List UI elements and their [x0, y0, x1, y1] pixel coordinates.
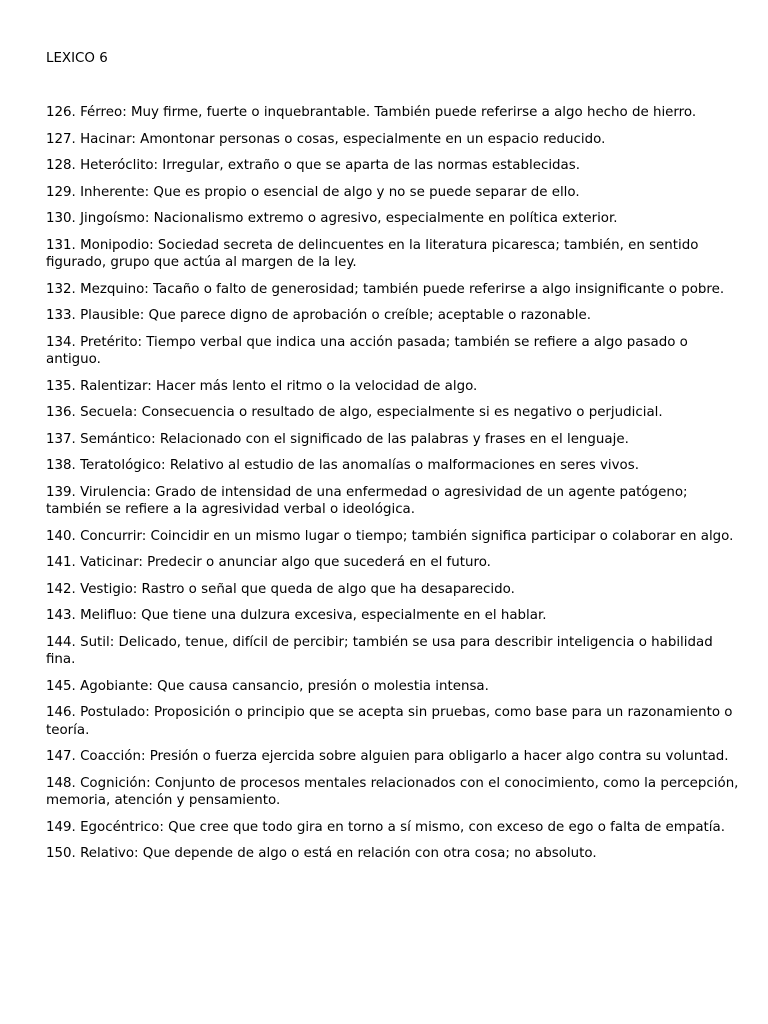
glossary-entry: 148. Cognición: Conjunto de procesos mentales relacionados con el conocimiento, como la percepción, memoria, atención y pensamiento. — [46, 775, 739, 808]
glossary-entry: 129. Inherente: Que es propio o esencial de algo y no se puede separar de ello. — [46, 184, 580, 200]
glossary-entry: 150. Relativo: Que depende de algo o está en relación con otra cosa; no absoluto. — [46, 846, 597, 861]
glossary-entry: 139. Virulencia: Grado de intensidad de una enfermedad o agresividad de un agente patógeno; también se refiere a la agresividad verbal o ideológica. — [46, 484, 688, 517]
glossary-entry: 127. Hacinar: Amontonar personas o cosas, especialmente en un espacio reducido. — [46, 131, 606, 147]
glossary-entry: 142. Vestigio: Rastro o señal que queda de algo que ha desaparecido. — [46, 581, 515, 597]
glossary-entry: 149. Egocéntrico: Que cree que todo gira en torno a sí mismo, con exceso de ego o falta de empatía. — [46, 819, 725, 835]
glossary-entry: 143. Melifluo: Que tiene una dulzura excesiva, especialmente en el hablar. — [46, 608, 547, 623]
glossary-entry: 130. Jingoísmo: Nacionalismo extremo o agresivo, especialmente en política exterior. — [46, 211, 618, 226]
glossary-entry: 138. Teratológico: Relativo al estudio de las anomalías o malformaciones en seres vivos. — [46, 458, 639, 473]
glossary-entry: 144. Sutil: Delicado, tenue, difícil de percibir; también se usa para describir inteligencia o habilidad fina. — [46, 634, 713, 667]
glossary-entry: 137. Semántico: Relacionado con el significado de las palabras y frases en el lenguaje. — [46, 431, 629, 447]
glossary-entry: 131. Monipodio: Sociedad secreta de delincuentes en la literatura picaresca; también, en sentido figurado, grupo que actúa al margen de la ley. — [46, 237, 699, 270]
glossary-entry: 141. Vaticinar: Predecir o anunciar algo que sucederá en el futuro. — [46, 555, 491, 570]
glossary-entry: 136. Secuela: Consecuencia o resultado de algo, especialmente si es negativo o perjudicial. — [46, 405, 663, 420]
glossary-entry: 140. Concurrir: Coincidir en un mismo lugar o tiempo; también significa participar o colaborar en algo. — [46, 528, 734, 544]
glossary-entry: 133. Plausible: Que parece digno de aprobación o creíble; aceptable o razonable. — [46, 308, 591, 323]
glossary-entry: 147. Coacción: Presión o fuerza ejercida sobre alguien para obligarlo a hacer algo contra su voluntad. — [46, 749, 729, 764]
glossary-entry: 128. Heteróclito: Irregular, extraño o que se aparta de las normas establecidas. — [46, 158, 580, 173]
glossary-entry: 126. Férreo: Muy firme, fuerte o inquebrantable. También puede referirse a algo hecho de hierro. — [46, 105, 697, 120]
glossary-entry: 132. Mezquino: Tacaño o falto de generosidad; también puede referirse a algo insignificante o pobre. — [46, 281, 725, 297]
document-title: LEXICO 6 — [46, 51, 108, 66]
glossary-entry: 134. Pretérito: Tiempo verbal que indica una acción pasada; también se refiere a algo pasado o antiguo. — [46, 334, 688, 367]
document-page — [46, 50, 746, 872]
glossary-entry: 135. Ralentizar: Hacer más lento el ritmo o la velocidad de algo. — [46, 378, 478, 394]
glossary-list — [46, 104, 746, 863]
glossary-entry: 146. Postulado: Proposición o principio que se acepta sin pruebas, como base para un razonamiento o teoría. — [46, 705, 733, 738]
glossary-entry: 145. Agobiante: Que causa cansancio, presión o molestia intensa. — [46, 678, 489, 694]
